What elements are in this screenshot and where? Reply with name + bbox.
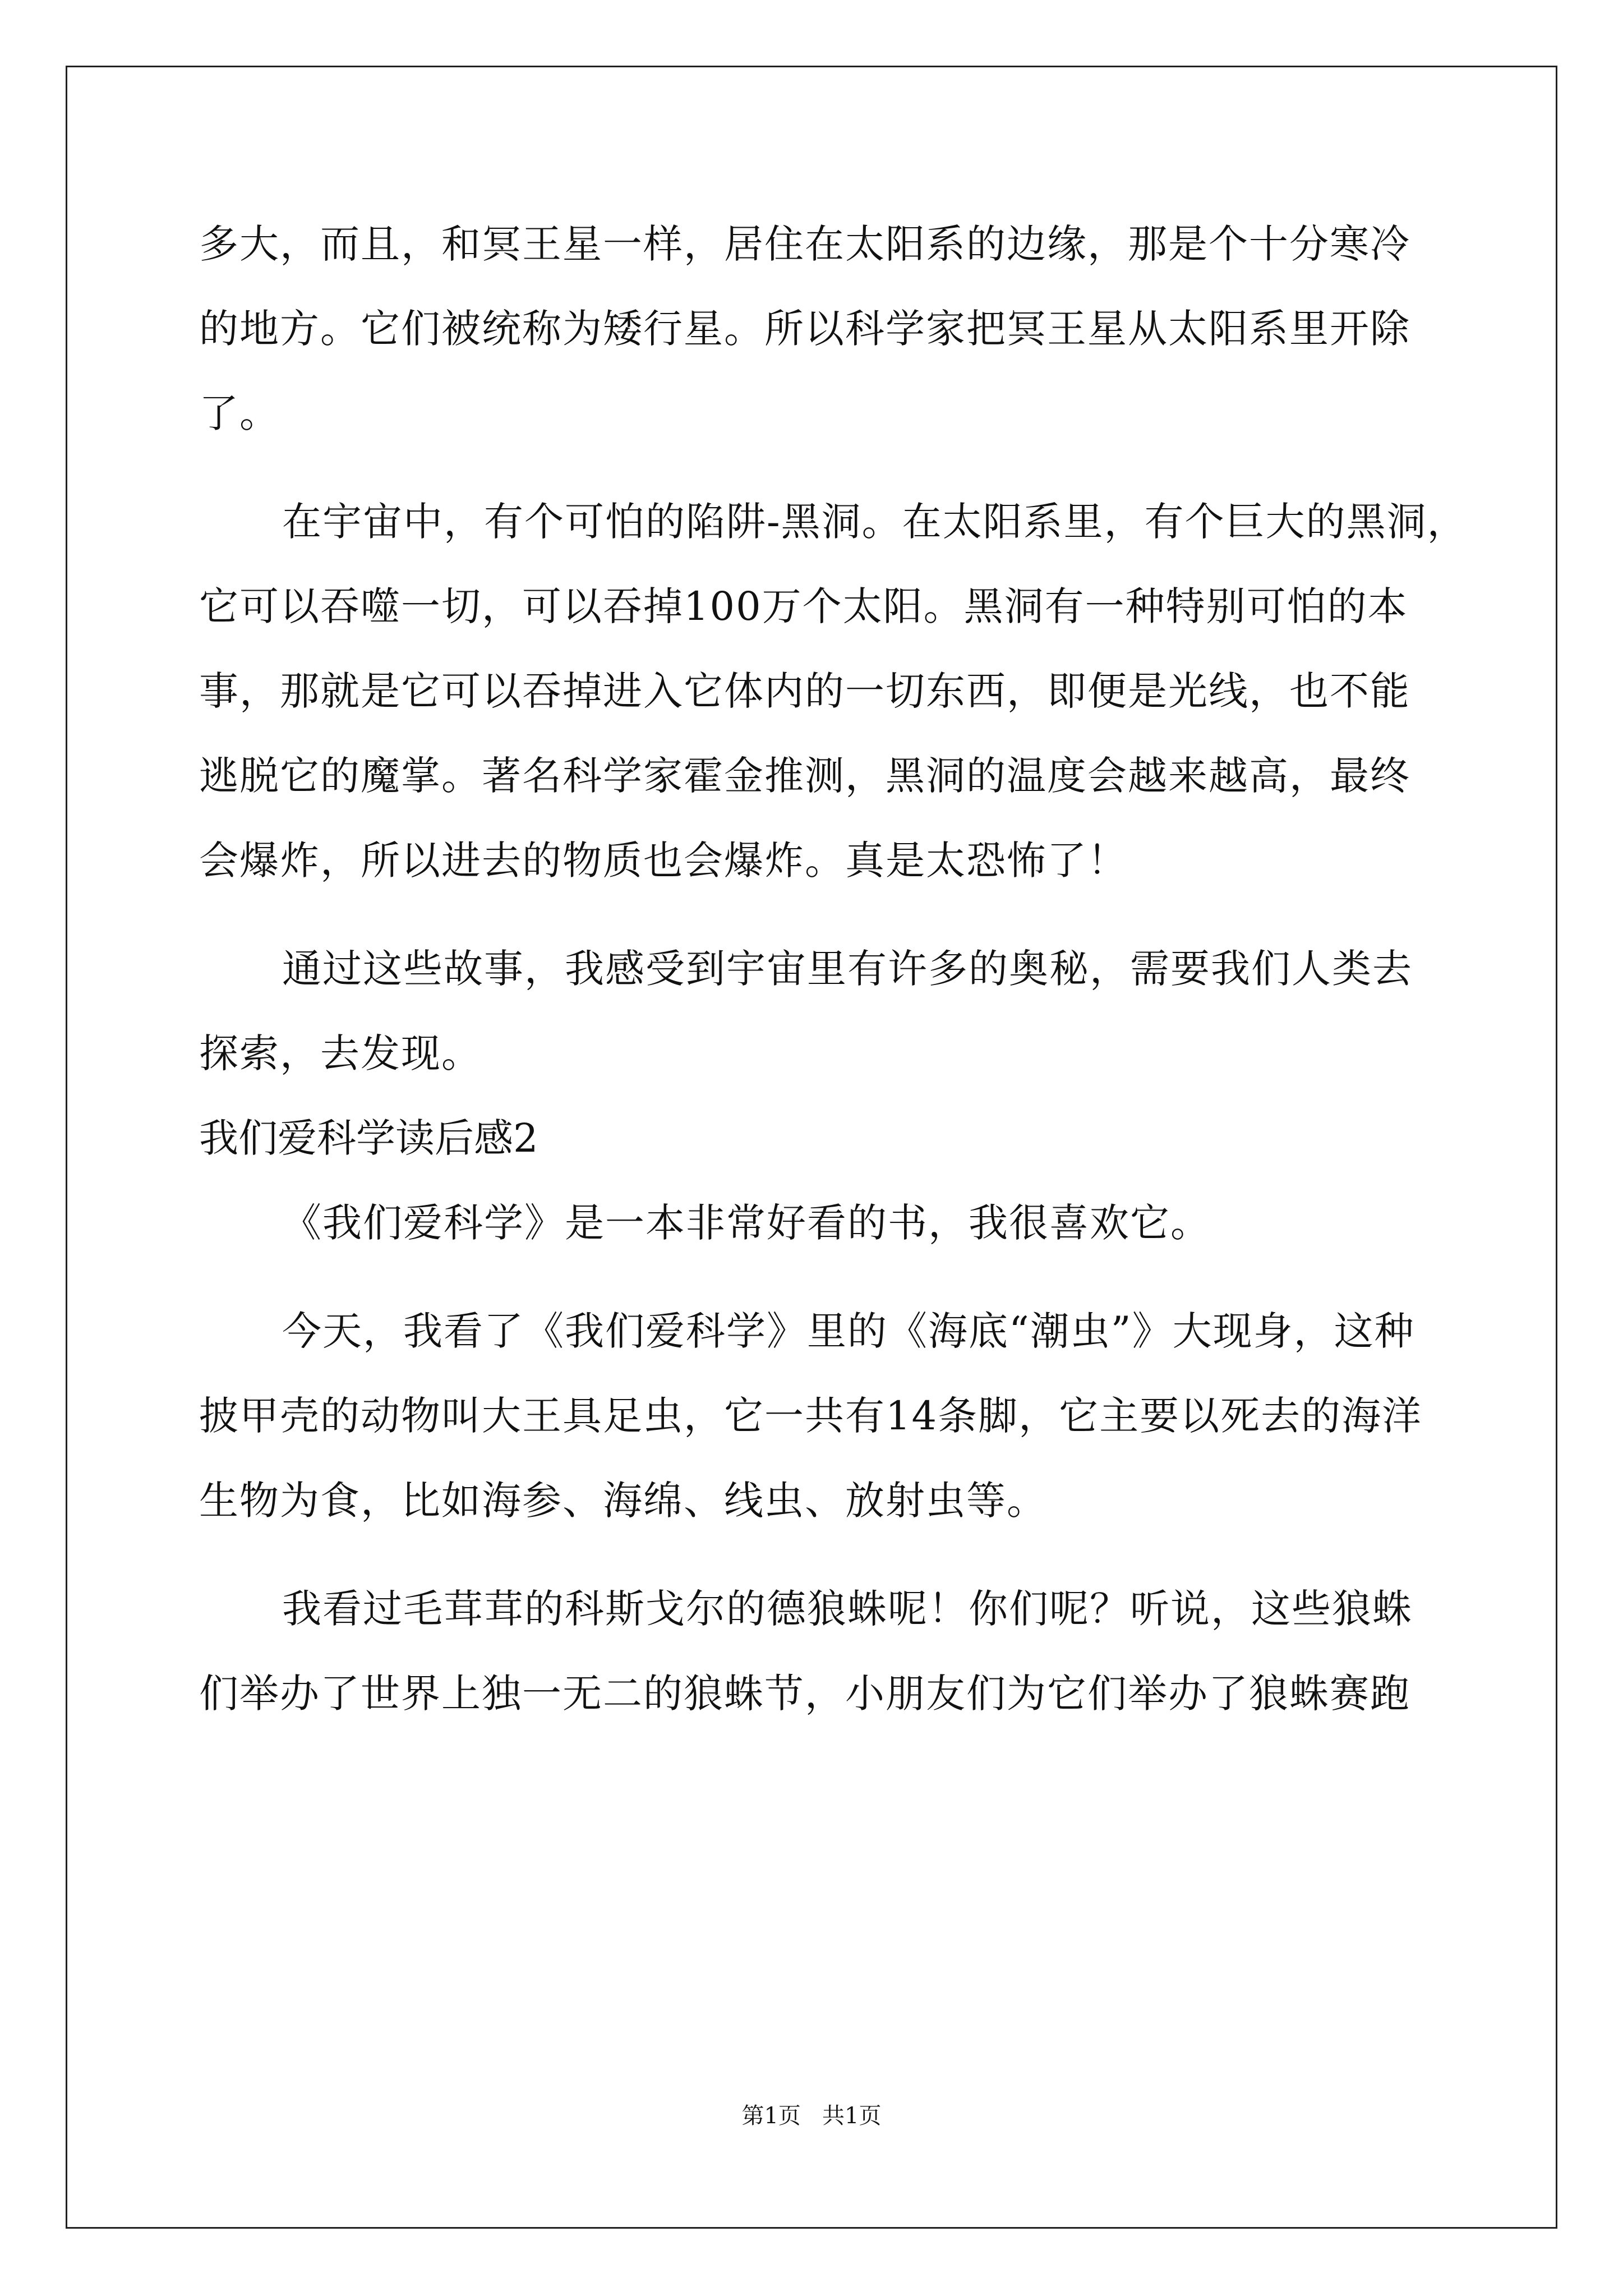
paragraph-line: 了。 — [199, 390, 280, 436]
paragraph-line: 多大，而且，和冥王星一样，居住在太阳系的边缘，那是个十分寒冷 — [199, 221, 1410, 267]
paragraph-line: 今天，我看了《我们爱科学》里的《海底“潮虫”》大现身，这种 — [282, 1308, 1415, 1354]
paragraph-line: 事，那就是它可以吞掉进入它体内的一切东西，即便是光线，也不能 — [199, 668, 1410, 714]
paragraph-line: 在宇宙中，有个可怕的陷阱-黑洞。在太阳系里，有个巨大的黑洞， — [282, 499, 1468, 545]
document-body — [199, 202, 1468, 1736]
paragraph-line: 它可以吞噬一切，可以吞掉100万个太阳。黑洞有一种特别可怕的本 — [199, 583, 1408, 629]
paragraph-line: 的地方。它们被统称为矮行星。所以科学家把冥王星从太阳系里开除 — [199, 306, 1410, 352]
paragraph-line: 逃脱它的魔掌。著名科学家霍金推测，黑洞的温度会越来越高，最终 — [199, 753, 1410, 799]
paragraph-line: 们举办了世界上独一无二的狼蛛节，小朋友们为它们举办了狼蛛赛跑 — [199, 1671, 1410, 1717]
section-title: 我们爱科学读后感2 — [199, 1115, 538, 1161]
paragraph-line: 通过这些故事，我感受到宇宙里有许多的奥秘，需要我们人类去 — [282, 946, 1413, 992]
paragraph-line: 披甲壳的动物叫大王具足虫，它一共有14条脚，它主要以死去的海洋 — [199, 1393, 1423, 1439]
page-number-footer: 第1页 共1页 — [741, 2103, 882, 2129]
paragraph-line: 我看过毛茸茸的科斯戈尔的德狼蛛呢！你们呢？听说，这些狼蛛 — [282, 1586, 1413, 1632]
paragraph-line: 会爆炸，所以进去的物质也会爆炸。真是太恐怖了！ — [199, 838, 1128, 884]
paragraph-line: 探索，去发现。 — [199, 1030, 482, 1076]
paragraph-line: 生物为食，比如海参、海绵、线虫、放射虫等。 — [199, 1478, 1047, 1524]
paragraph-line: 《我们爱科学》是一本非常好看的书，我很喜欢它。 — [282, 1200, 1211, 1246]
